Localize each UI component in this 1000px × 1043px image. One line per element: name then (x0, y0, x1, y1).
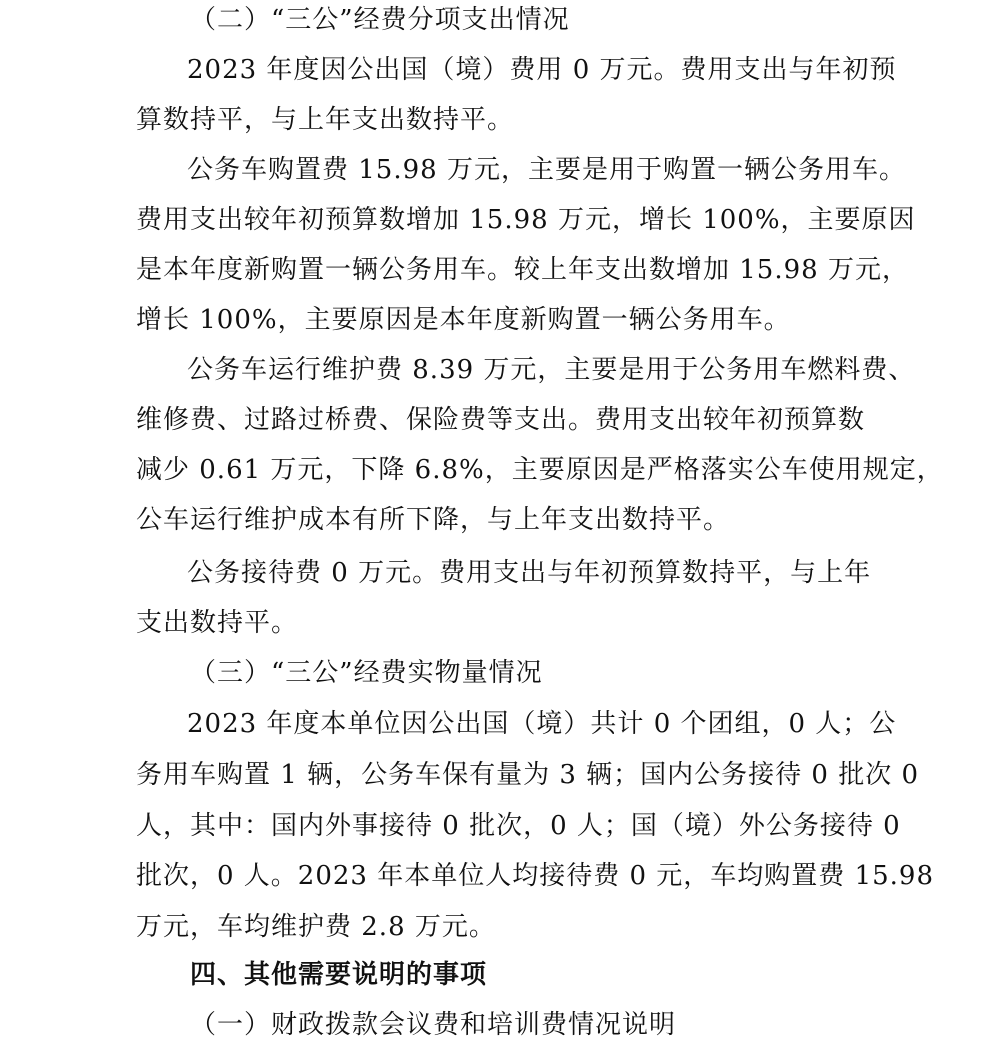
paragraph-line: 支出数持平。 (136, 608, 299, 638)
paragraph-line: 公务车购置费 15.98 万元，主要是用于购置一辆公务用车。 (187, 155, 906, 185)
paragraph-line: 万元，车均维护费 2.8 万元。 (136, 912, 496, 942)
section-heading-2: （二）“三公”经费分项支出情况 (190, 5, 570, 35)
paragraph-line: 公车运行维护成本有所下降，与上年支出数持平。 (136, 505, 731, 535)
paragraph-line: 增长 100%，主要原因是本年度新购置一辆公务用车。 (136, 305, 791, 335)
paragraph-line: 算数持平，与上年支出数持平。 (136, 105, 515, 135)
section-heading-3: （三）“三公”经费实物量情况 (190, 658, 543, 688)
paragraph-line: 批次，0 人。2023 年本单位人均接待费 0 元，车均购置费 15.98 (136, 861, 935, 891)
paragraph-line: 2023 年度本单位因公出国（境）共计 0 个团组，0 人；公 (187, 709, 897, 739)
paragraph-line: 公务接待费 0 万元。费用支出与年初预算数持平，与上年 (187, 558, 872, 588)
chapter-heading-4: 四、其他需要说明的事项 (190, 960, 488, 990)
paragraph-line: 公务车运行维护费 8.39 万元，主要是用于公务用车燃料费、 (187, 355, 916, 385)
paragraph-line: 人，其中：国内外事接待 0 批次，0 人；国（境）外公务接待 0 (136, 811, 901, 841)
subsection-heading-1: （一）财政拨款会议费和培训费情况说明 (190, 1010, 677, 1040)
paragraph-line: 务用车购置 1 辆，公务车保有量为 3 辆；国内公务接待 0 批次 0 (136, 760, 920, 790)
paragraph-line: 是本年度新购置一辆公务用车。较上年支出数增加 15.98 万元， (136, 255, 909, 285)
paragraph-line: 维修费、过路过桥费、保险费等支出。费用支出较年初预算数 (136, 405, 866, 435)
paragraph-line: 减少 0.61 万元，下降 6.8%，主要原因是严格落实公车使用规定， (136, 455, 944, 485)
paragraph-line: 费用支出较年初预算数增加 15.98 万元，增长 100%，主要原因 (136, 205, 916, 235)
paragraph-line: 2023 年度因公出国（境）费用 0 万元。费用支出与年初预 (187, 55, 897, 85)
